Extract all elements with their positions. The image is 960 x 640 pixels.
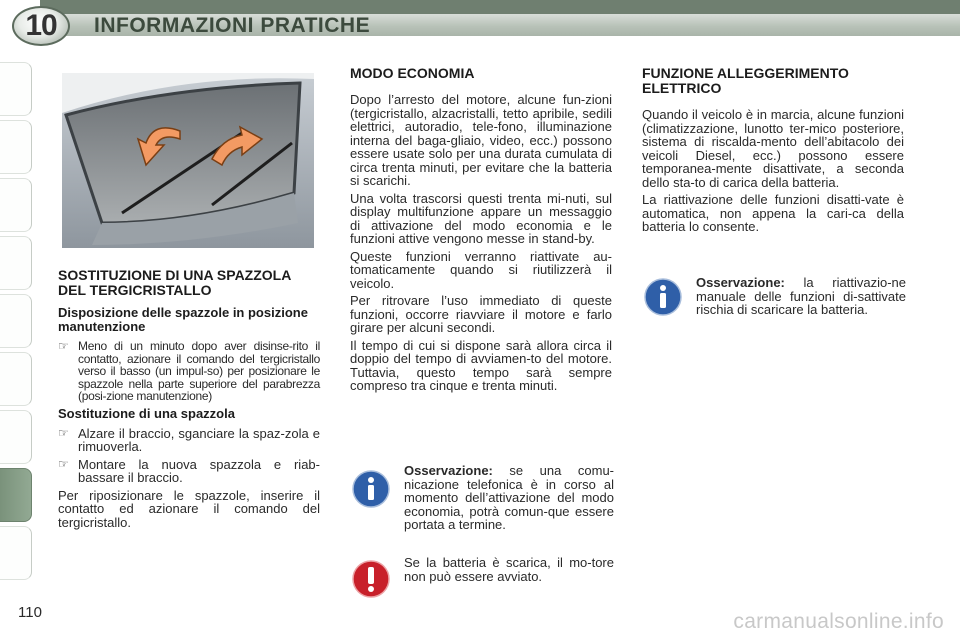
remove-blade-text: Alzare il braccio, sganciare la spaz-zola e rimuoverla. <box>78 425 320 454</box>
fit-blade-text: Montare la nuova spazzola e riab-bassare il braccio. <box>78 456 320 485</box>
economy-phone-note <box>352 464 614 534</box>
manual-reactivation-note <box>644 276 906 336</box>
load-shedding-paragraph-1: Quando il veicolo è in marcia, alcune funzioni (climatizzazione, lunotto ter-mico posteriore, sistema di riscalda-mento dell’abitacolo dei veicoli Diesel, ecc.) possono essere temporanea-mente disattivate, a seconda dello sta-to di carica della batteria. <box>642 107 904 190</box>
chapter-side-tabs <box>0 62 34 582</box>
warning-icon <box>352 560 390 598</box>
manual-reactivation-note-text <box>696 276 906 317</box>
maintenance-position-text: Meno di un minuto dopo aver disinse-rito il contatto, azionare il comando del tergicristallo verso il basso (un impul-so) per posizionare le spazzole nella parte superiore del parabrezza (posi-zione manutenzione) <box>78 339 320 403</box>
chapter-badge <box>12 6 70 46</box>
economy-phone-note-text <box>404 464 614 532</box>
fit-blade-step <box>58 458 320 485</box>
note-label: Osservazione: <box>696 275 785 290</box>
side-tab-5[interactable] <box>0 294 32 348</box>
remove-blade-step <box>58 427 320 454</box>
note-body: la riattivazio-ne manuale delle funzioni di-sattivate rischia di scaricare la batteria. <box>696 275 906 317</box>
side-tab-active[interactable] <box>0 468 32 522</box>
windscreen-wiper-image <box>62 73 314 248</box>
page-number: 110 <box>18 604 42 621</box>
pointing-hand-icon: ☞ <box>58 456 69 471</box>
economy-mode-title: MODO ECONOMIA <box>350 65 475 81</box>
note-label: Osservazione: <box>404 463 493 478</box>
load-shedding-paragraph-2: La riattivazione delle funzioni disatti-vate è automatica, non appena la cari-ca della batteria lo consente. <box>642 192 904 234</box>
header-top-strip <box>40 0 960 14</box>
side-tab-3[interactable] <box>0 178 32 232</box>
page-header <box>0 0 960 46</box>
reposition-paragraph: Per riposizionare le spazzole, inserire il contatto ed azionare il comando del tergicristallo. <box>58 487 320 530</box>
economy-mode-section <box>350 66 612 397</box>
side-tab-2[interactable] <box>0 120 32 174</box>
wiper-replacement-section <box>58 268 320 533</box>
side-tab-6[interactable] <box>0 352 32 406</box>
blade-replacement-subtitle: Sostituzione di una spazzola <box>58 405 235 421</box>
economy-paragraph-5: Il tempo di cui si dispone sarà allora circa il doppio del tempo di avviamen-to del motore. Tuttavia, questo tempo sarà sempre compreso tra cinque e trenta minuti. <box>350 337 612 393</box>
page-title: INFORMAZIONI PRATICHE <box>94 14 371 37</box>
economy-paragraph-1: Dopo l’arresto del motore, alcune fun-zioni (tergicristallo, alzacristalli, tetto apribile, sedili elettrici, autoradio, tele-fono, illuminazione interna del baga-gliaio, video, ecc.) possono essere usate solo per una durata cumulata di circa trenta minuti, per evitare che la batteria si scarichi. <box>350 92 612 188</box>
note-body: se una comu-nicazione telefonica è in corso al momento dell’attivazione del modo economia, potrà comun-que essere portata a termine. <box>404 463 614 532</box>
watermark: carmanualsonline.info <box>733 610 944 633</box>
flat-battery-warning-text: Se la batteria è scarica, il mo-tore non può essere avviato. <box>404 555 614 584</box>
load-shedding-section <box>642 66 904 238</box>
load-shedding-title: FUNZIONE ALLEGGERIMENTO ELETTRICO <box>642 65 849 96</box>
maintenance-position-step <box>58 340 320 403</box>
side-tab-1[interactable] <box>0 62 32 116</box>
economy-paragraph-4: Per ritrovare l’uso immediato di queste funzioni, occorre riavviare il motore e farlo girare per alcuni secondi. <box>350 293 612 335</box>
flat-battery-warning <box>352 556 614 602</box>
economy-paragraph-3: Queste funzioni verranno riattivate au-tomaticamente quando si riutilizzerà il veicolo. <box>350 248 612 291</box>
info-icon <box>352 470 390 508</box>
info-icon <box>644 278 682 316</box>
maintenance-position-subtitle: Disposizione delle spazzole in posizione manutenzione <box>58 305 308 334</box>
pointing-hand-icon: ☞ <box>58 339 69 353</box>
pointing-hand-icon: ☞ <box>58 425 69 440</box>
side-tab-9[interactable] <box>0 526 32 580</box>
wiper-section-title: SOSTITUZIONE DI UNA SPAZZOLA DEL TERGICRISTALLO <box>58 267 291 298</box>
economy-paragraph-2: Una volta trascorsi questi trenta mi-nuti, sul display multifunzione appare un messaggio di attivazione del modo economia e le funzioni attive vengono messe in stand-by. <box>350 190 612 246</box>
side-tab-7[interactable] <box>0 410 32 464</box>
chapter-number: 10 <box>25 9 57 42</box>
side-tab-4[interactable] <box>0 236 32 290</box>
